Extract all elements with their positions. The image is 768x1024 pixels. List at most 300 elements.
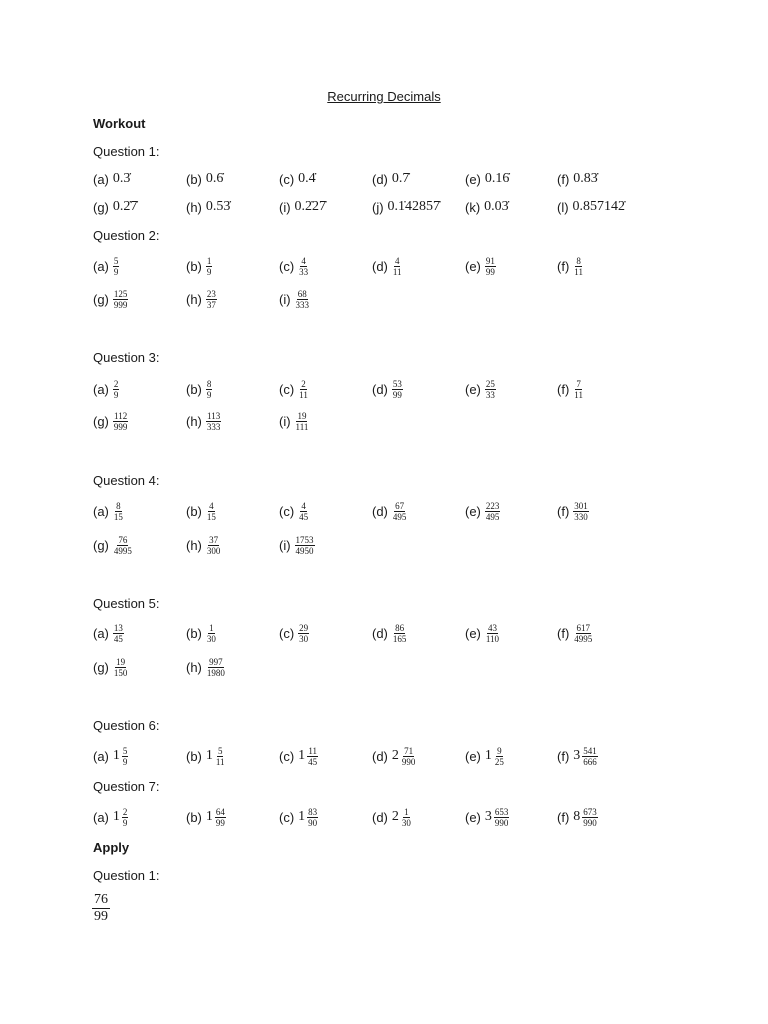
item-label: (f) xyxy=(557,171,570,187)
recurring-decimal: 0.2̇27̇ xyxy=(294,199,327,214)
denominator: 9 xyxy=(113,266,119,277)
item-label: (d) xyxy=(372,748,388,764)
fraction xyxy=(113,411,129,432)
answer-item xyxy=(93,405,128,437)
item-label: (b) xyxy=(186,258,202,274)
item-label: (b) xyxy=(186,625,202,641)
answer-item xyxy=(186,801,226,833)
item-label: (i) xyxy=(279,413,291,429)
item-label: (i) xyxy=(279,199,291,215)
recurring-decimal: 0.16̇ xyxy=(484,171,510,186)
fraction xyxy=(573,379,584,400)
denominator: 330 xyxy=(574,511,588,522)
fraction xyxy=(122,746,129,767)
item-label: (i) xyxy=(279,537,291,553)
numerator: 7 xyxy=(576,378,581,389)
fraction xyxy=(295,411,310,432)
item-label: (h) xyxy=(186,199,202,215)
item-label: (c) xyxy=(279,381,295,397)
answer-item xyxy=(465,801,509,833)
denominator: 110 xyxy=(485,633,500,644)
fraction xyxy=(298,623,309,644)
denominator: 30 xyxy=(299,633,309,644)
question-title: Question 2: xyxy=(93,228,160,243)
numerator: 1 xyxy=(404,806,409,817)
denominator: 99 xyxy=(485,266,495,277)
recurring-decimal: 0.4̇ xyxy=(298,171,316,186)
answer-item xyxy=(465,373,496,405)
numerator: 53 xyxy=(392,378,402,389)
fraction xyxy=(573,623,593,644)
answer-item xyxy=(93,651,128,683)
answer-item xyxy=(372,801,412,833)
answer-item xyxy=(93,373,119,405)
answer-item xyxy=(186,617,217,649)
numerator: 86 xyxy=(395,622,405,633)
item-label: (e) xyxy=(465,503,481,519)
fraction xyxy=(401,807,412,828)
fraction xyxy=(392,623,408,644)
numerator: 4 xyxy=(301,255,306,266)
fraction xyxy=(485,379,496,400)
numerator: 617 xyxy=(576,622,591,633)
answer-item xyxy=(279,250,309,282)
answer-item xyxy=(557,250,584,282)
workout-heading: Workout xyxy=(93,116,146,131)
numerator: 301 xyxy=(574,500,588,511)
item-label: (c) xyxy=(279,258,295,274)
numerator: 8 xyxy=(576,255,581,266)
item-label: (b) xyxy=(186,171,202,187)
answer-item xyxy=(372,250,403,282)
recurring-decimal: 0.83̇ xyxy=(573,171,598,186)
fraction xyxy=(298,379,309,400)
fraction xyxy=(113,379,120,400)
answer-item xyxy=(372,495,407,527)
item-label: (f) xyxy=(557,625,570,641)
denominator: 1980 xyxy=(206,667,225,678)
item-label: (f) xyxy=(557,748,570,764)
item-label: (e) xyxy=(465,748,481,764)
whole-number: 2 xyxy=(391,748,399,763)
item-label: (k) xyxy=(465,199,481,215)
numerator: 5 xyxy=(217,745,223,756)
denominator: 30 xyxy=(401,817,411,828)
recurring-decimal: 0.6̇ xyxy=(205,171,224,186)
denominator: 150 xyxy=(113,667,128,678)
item-label: (a) xyxy=(93,748,109,764)
denominator: 25 xyxy=(494,756,504,767)
fraction xyxy=(206,501,217,522)
fraction xyxy=(206,411,222,432)
numerator: 1 xyxy=(206,255,212,266)
answer-item xyxy=(372,740,416,772)
fraction xyxy=(206,256,213,277)
denominator: 9 xyxy=(206,389,212,400)
numerator: 5 xyxy=(113,255,119,266)
answer-item xyxy=(93,495,124,527)
fraction xyxy=(215,746,226,767)
denominator: 990 xyxy=(494,817,509,828)
answer-item xyxy=(93,191,137,223)
denominator: 333 xyxy=(206,421,221,432)
item-label: (d) xyxy=(372,625,388,641)
denominator: 999 xyxy=(113,421,128,432)
answer-item xyxy=(465,740,505,772)
denominator: 4995 xyxy=(113,545,132,556)
denominator: 999 xyxy=(113,299,128,310)
fraction xyxy=(307,807,318,828)
numerator: 8 xyxy=(206,378,212,389)
fraction xyxy=(573,501,589,522)
fraction xyxy=(582,807,598,828)
answer-row xyxy=(0,495,768,527)
denominator: 333 xyxy=(295,299,310,310)
item-label: (g) xyxy=(93,537,109,553)
numerator: 1 xyxy=(209,622,214,633)
numerator: 11 xyxy=(308,745,317,756)
numerator: 113 xyxy=(207,410,221,421)
answer-item xyxy=(93,617,124,649)
item-label: (j) xyxy=(372,199,384,215)
answer-item xyxy=(279,801,318,833)
whole-number: 1 xyxy=(205,809,213,824)
denominator: 15 xyxy=(206,511,216,522)
question-title: Question 7: xyxy=(93,779,160,794)
whole-number: 3 xyxy=(573,748,581,763)
answer-item xyxy=(93,250,119,282)
numerator: 4 xyxy=(209,500,214,511)
item-label: (d) xyxy=(372,258,388,274)
item-label: (a) xyxy=(93,258,109,274)
answer-row xyxy=(0,617,768,649)
item-label: (a) xyxy=(93,503,109,519)
answer-item xyxy=(279,191,326,223)
item-label: (b) xyxy=(186,748,202,764)
answer-item xyxy=(279,373,309,405)
item-label: (g) xyxy=(93,659,109,675)
denominator: 4950 xyxy=(295,545,314,556)
numerator: 23 xyxy=(206,288,216,299)
denominator: 33 xyxy=(299,266,309,277)
denominator: 11 xyxy=(299,389,308,400)
answer-row xyxy=(0,740,768,772)
numerator: 43 xyxy=(487,622,497,633)
denominator: 45 xyxy=(308,756,318,767)
answer-item xyxy=(186,495,217,527)
fraction xyxy=(295,289,311,310)
fraction xyxy=(113,256,120,277)
numerator: 91 xyxy=(485,255,495,266)
item-label: (h) xyxy=(186,291,202,307)
item-label: (c) xyxy=(279,503,295,519)
answer-item xyxy=(186,191,230,223)
denominator: 495 xyxy=(392,511,407,522)
apply-question-title: Question 1: xyxy=(93,868,160,883)
item-label: (d) xyxy=(372,809,388,825)
whole-number: 3 xyxy=(484,809,492,824)
answer-item xyxy=(93,740,128,772)
recurring-decimal: 0.1̇42857̇ xyxy=(387,199,441,214)
item-label: (a) xyxy=(93,171,109,187)
answer-item xyxy=(279,405,309,437)
item-label: (e) xyxy=(465,171,481,187)
denominator: 99 xyxy=(215,817,225,828)
denominator: 9 xyxy=(113,389,119,400)
numerator: 673 xyxy=(583,806,597,817)
answer-row xyxy=(0,283,768,315)
recurring-decimal: 0.53̇ xyxy=(205,199,231,214)
denominator: 990 xyxy=(401,756,416,767)
numerator: 9 xyxy=(497,745,502,756)
apply-heading: Apply xyxy=(93,840,130,855)
denominator: 11 xyxy=(392,266,402,277)
answer-item xyxy=(372,617,407,649)
item-label: (g) xyxy=(93,199,109,215)
fraction xyxy=(298,256,309,277)
item-label: (f) xyxy=(557,503,570,519)
denominator: 11 xyxy=(574,389,583,400)
answer-item xyxy=(279,283,310,315)
fraction xyxy=(298,501,309,522)
denominator: 30 xyxy=(206,633,216,644)
item-label: (e) xyxy=(465,381,481,397)
fraction xyxy=(485,501,501,522)
answer-item xyxy=(186,651,226,683)
denominator: 45 xyxy=(113,633,123,644)
item-label: (c) xyxy=(279,625,295,641)
answer-item xyxy=(93,801,128,833)
fraction xyxy=(392,256,403,277)
numerator: 125 xyxy=(113,288,128,299)
fraction xyxy=(401,746,417,767)
answer-item xyxy=(186,373,212,405)
numerator: 223 xyxy=(485,500,500,511)
item-label: (d) xyxy=(372,381,388,397)
item-label: (a) xyxy=(93,809,109,825)
numerator: 112 xyxy=(114,410,128,421)
fraction xyxy=(206,379,213,400)
fraction xyxy=(485,256,496,277)
item-label: (b) xyxy=(186,381,202,397)
item-label: (g) xyxy=(93,291,109,307)
answer-item xyxy=(557,740,598,772)
item-label: (h) xyxy=(186,413,202,429)
fraction xyxy=(113,623,124,644)
denominator: 990 xyxy=(583,817,597,828)
fraction xyxy=(215,807,226,828)
whole-number: 2 xyxy=(391,809,399,824)
numerator: 13 xyxy=(113,622,123,633)
answer-item xyxy=(557,495,589,527)
denominator: 4995 xyxy=(574,633,593,644)
fraction xyxy=(392,379,403,400)
answer-row xyxy=(0,405,768,437)
numerator: 2 xyxy=(122,806,128,817)
denominator: 37 xyxy=(206,299,216,310)
recurring-decimal: 0.03̇ xyxy=(484,199,509,214)
answer-row xyxy=(0,801,768,833)
answer-item xyxy=(186,405,221,437)
item-label: (f) xyxy=(557,809,570,825)
item-label: (b) xyxy=(186,503,202,519)
whole-number: 1 xyxy=(112,748,120,763)
numerator: 8 xyxy=(116,500,121,511)
item-label: (d) xyxy=(372,171,388,187)
apply-answer-denominator: 99 xyxy=(94,909,108,924)
fraction xyxy=(494,746,505,767)
question-title: Question 1: xyxy=(93,144,160,159)
numerator: 5 xyxy=(122,745,128,756)
numerator: 25 xyxy=(485,378,495,389)
denominator: 45 xyxy=(299,511,309,522)
fraction xyxy=(206,623,217,644)
fraction xyxy=(392,501,408,522)
recurring-decimal: 0.857142̇ xyxy=(572,199,626,214)
numerator: 4 xyxy=(301,500,306,511)
numerator: 997 xyxy=(209,656,223,667)
denominator: 90 xyxy=(308,817,318,828)
whole-number: 1 xyxy=(112,809,120,824)
fraction xyxy=(485,623,500,644)
whole-number: 1 xyxy=(484,748,492,763)
whole-number: 1 xyxy=(298,809,306,824)
question-title: Question 6: xyxy=(93,718,160,733)
denominator: 111 xyxy=(295,421,309,432)
question-title: Question 4: xyxy=(93,473,160,488)
answer-item xyxy=(372,373,403,405)
numerator: 29 xyxy=(299,622,309,633)
answer-item xyxy=(557,373,584,405)
apply-answer-numerator: 76 xyxy=(94,892,108,907)
numerator: 64 xyxy=(215,806,225,817)
numerator: 1753 xyxy=(295,534,314,545)
answer-item xyxy=(557,617,593,649)
answer-item xyxy=(465,191,509,223)
denominator: 11 xyxy=(574,266,583,277)
fraction xyxy=(206,289,217,310)
denominator: 300 xyxy=(206,545,221,556)
numerator: 19 xyxy=(116,656,126,667)
denominator: 9 xyxy=(206,266,212,277)
answer-row xyxy=(0,373,768,405)
recurring-decimal: 0.7̇ xyxy=(391,171,410,186)
denominator: 666 xyxy=(583,756,597,767)
whole-number: 1 xyxy=(205,748,213,763)
answer-item xyxy=(279,740,318,772)
question-title: Question 3: xyxy=(93,350,160,365)
answer-item xyxy=(93,529,133,561)
item-label: (e) xyxy=(465,809,481,825)
denominator: 9 xyxy=(122,817,128,828)
answer-item xyxy=(372,191,440,223)
whole-number: 1 xyxy=(298,748,306,763)
denominator: 11 xyxy=(215,756,225,767)
numerator: 71 xyxy=(404,745,414,756)
numerator: 653 xyxy=(494,806,509,817)
whole-number: 8 xyxy=(573,809,581,824)
denominator: 99 xyxy=(392,389,402,400)
answer-item xyxy=(465,495,500,527)
fraction xyxy=(206,535,222,556)
numerator: 76 xyxy=(118,534,128,545)
item-label: (h) xyxy=(186,537,202,553)
fraction xyxy=(295,535,315,556)
numerator: 67 xyxy=(395,500,405,511)
answer-item xyxy=(186,283,217,315)
item-label: (b) xyxy=(186,809,202,825)
numerator: 2 xyxy=(301,378,306,389)
answer-row xyxy=(0,191,768,223)
answer-row xyxy=(0,529,768,561)
item-label: (f) xyxy=(557,381,570,397)
item-label: (c) xyxy=(279,748,295,764)
item-label: (c) xyxy=(279,809,295,825)
answer-item xyxy=(465,250,496,282)
fraction xyxy=(113,535,133,556)
answer-item xyxy=(279,529,315,561)
recurring-decimal: 0.2̇7̇ xyxy=(112,199,138,214)
fraction xyxy=(113,657,129,678)
fraction xyxy=(113,289,129,310)
denominator: 495 xyxy=(485,511,500,522)
answer-item xyxy=(186,740,226,772)
answer-item xyxy=(279,495,309,527)
fraction xyxy=(573,256,584,277)
apply-answer-fraction xyxy=(92,892,110,925)
answer-row xyxy=(0,651,768,683)
numerator: 37 xyxy=(209,534,219,545)
page-title: Recurring Decimals xyxy=(327,89,441,104)
numerator: 19 xyxy=(297,410,307,421)
answer-item xyxy=(186,529,221,561)
item-label: (d) xyxy=(372,503,388,519)
denominator: 9 xyxy=(122,756,128,767)
answer-item xyxy=(557,191,625,223)
question-title: Question 5: xyxy=(93,596,160,611)
fraction xyxy=(206,657,226,678)
answer-item xyxy=(557,801,598,833)
recurring-decimal: 0.3̇ xyxy=(112,171,131,186)
item-label: (i) xyxy=(279,291,291,307)
item-label: (f) xyxy=(557,258,570,274)
denominator: 15 xyxy=(113,511,123,522)
fraction xyxy=(122,807,129,828)
item-label: (e) xyxy=(465,625,481,641)
numerator: 2 xyxy=(113,378,119,389)
denominator: 33 xyxy=(485,389,495,400)
answer-item xyxy=(93,283,128,315)
denominator: 165 xyxy=(392,633,407,644)
item-label: (c) xyxy=(279,171,295,187)
answer-item xyxy=(279,617,309,649)
numerator: 541 xyxy=(583,745,597,756)
fraction xyxy=(582,746,598,767)
item-label: (a) xyxy=(93,381,109,397)
answer-item xyxy=(186,250,212,282)
numerator: 4 xyxy=(394,255,400,266)
item-label: (l) xyxy=(557,199,569,215)
item-label: (e) xyxy=(465,258,481,274)
item-label: (g) xyxy=(93,413,109,429)
fraction xyxy=(113,501,124,522)
answer-item xyxy=(465,617,500,649)
item-label: (h) xyxy=(186,659,202,675)
fraction xyxy=(494,807,510,828)
fraction xyxy=(307,746,318,767)
item-label: (a) xyxy=(93,625,109,641)
numerator: 68 xyxy=(297,288,307,299)
